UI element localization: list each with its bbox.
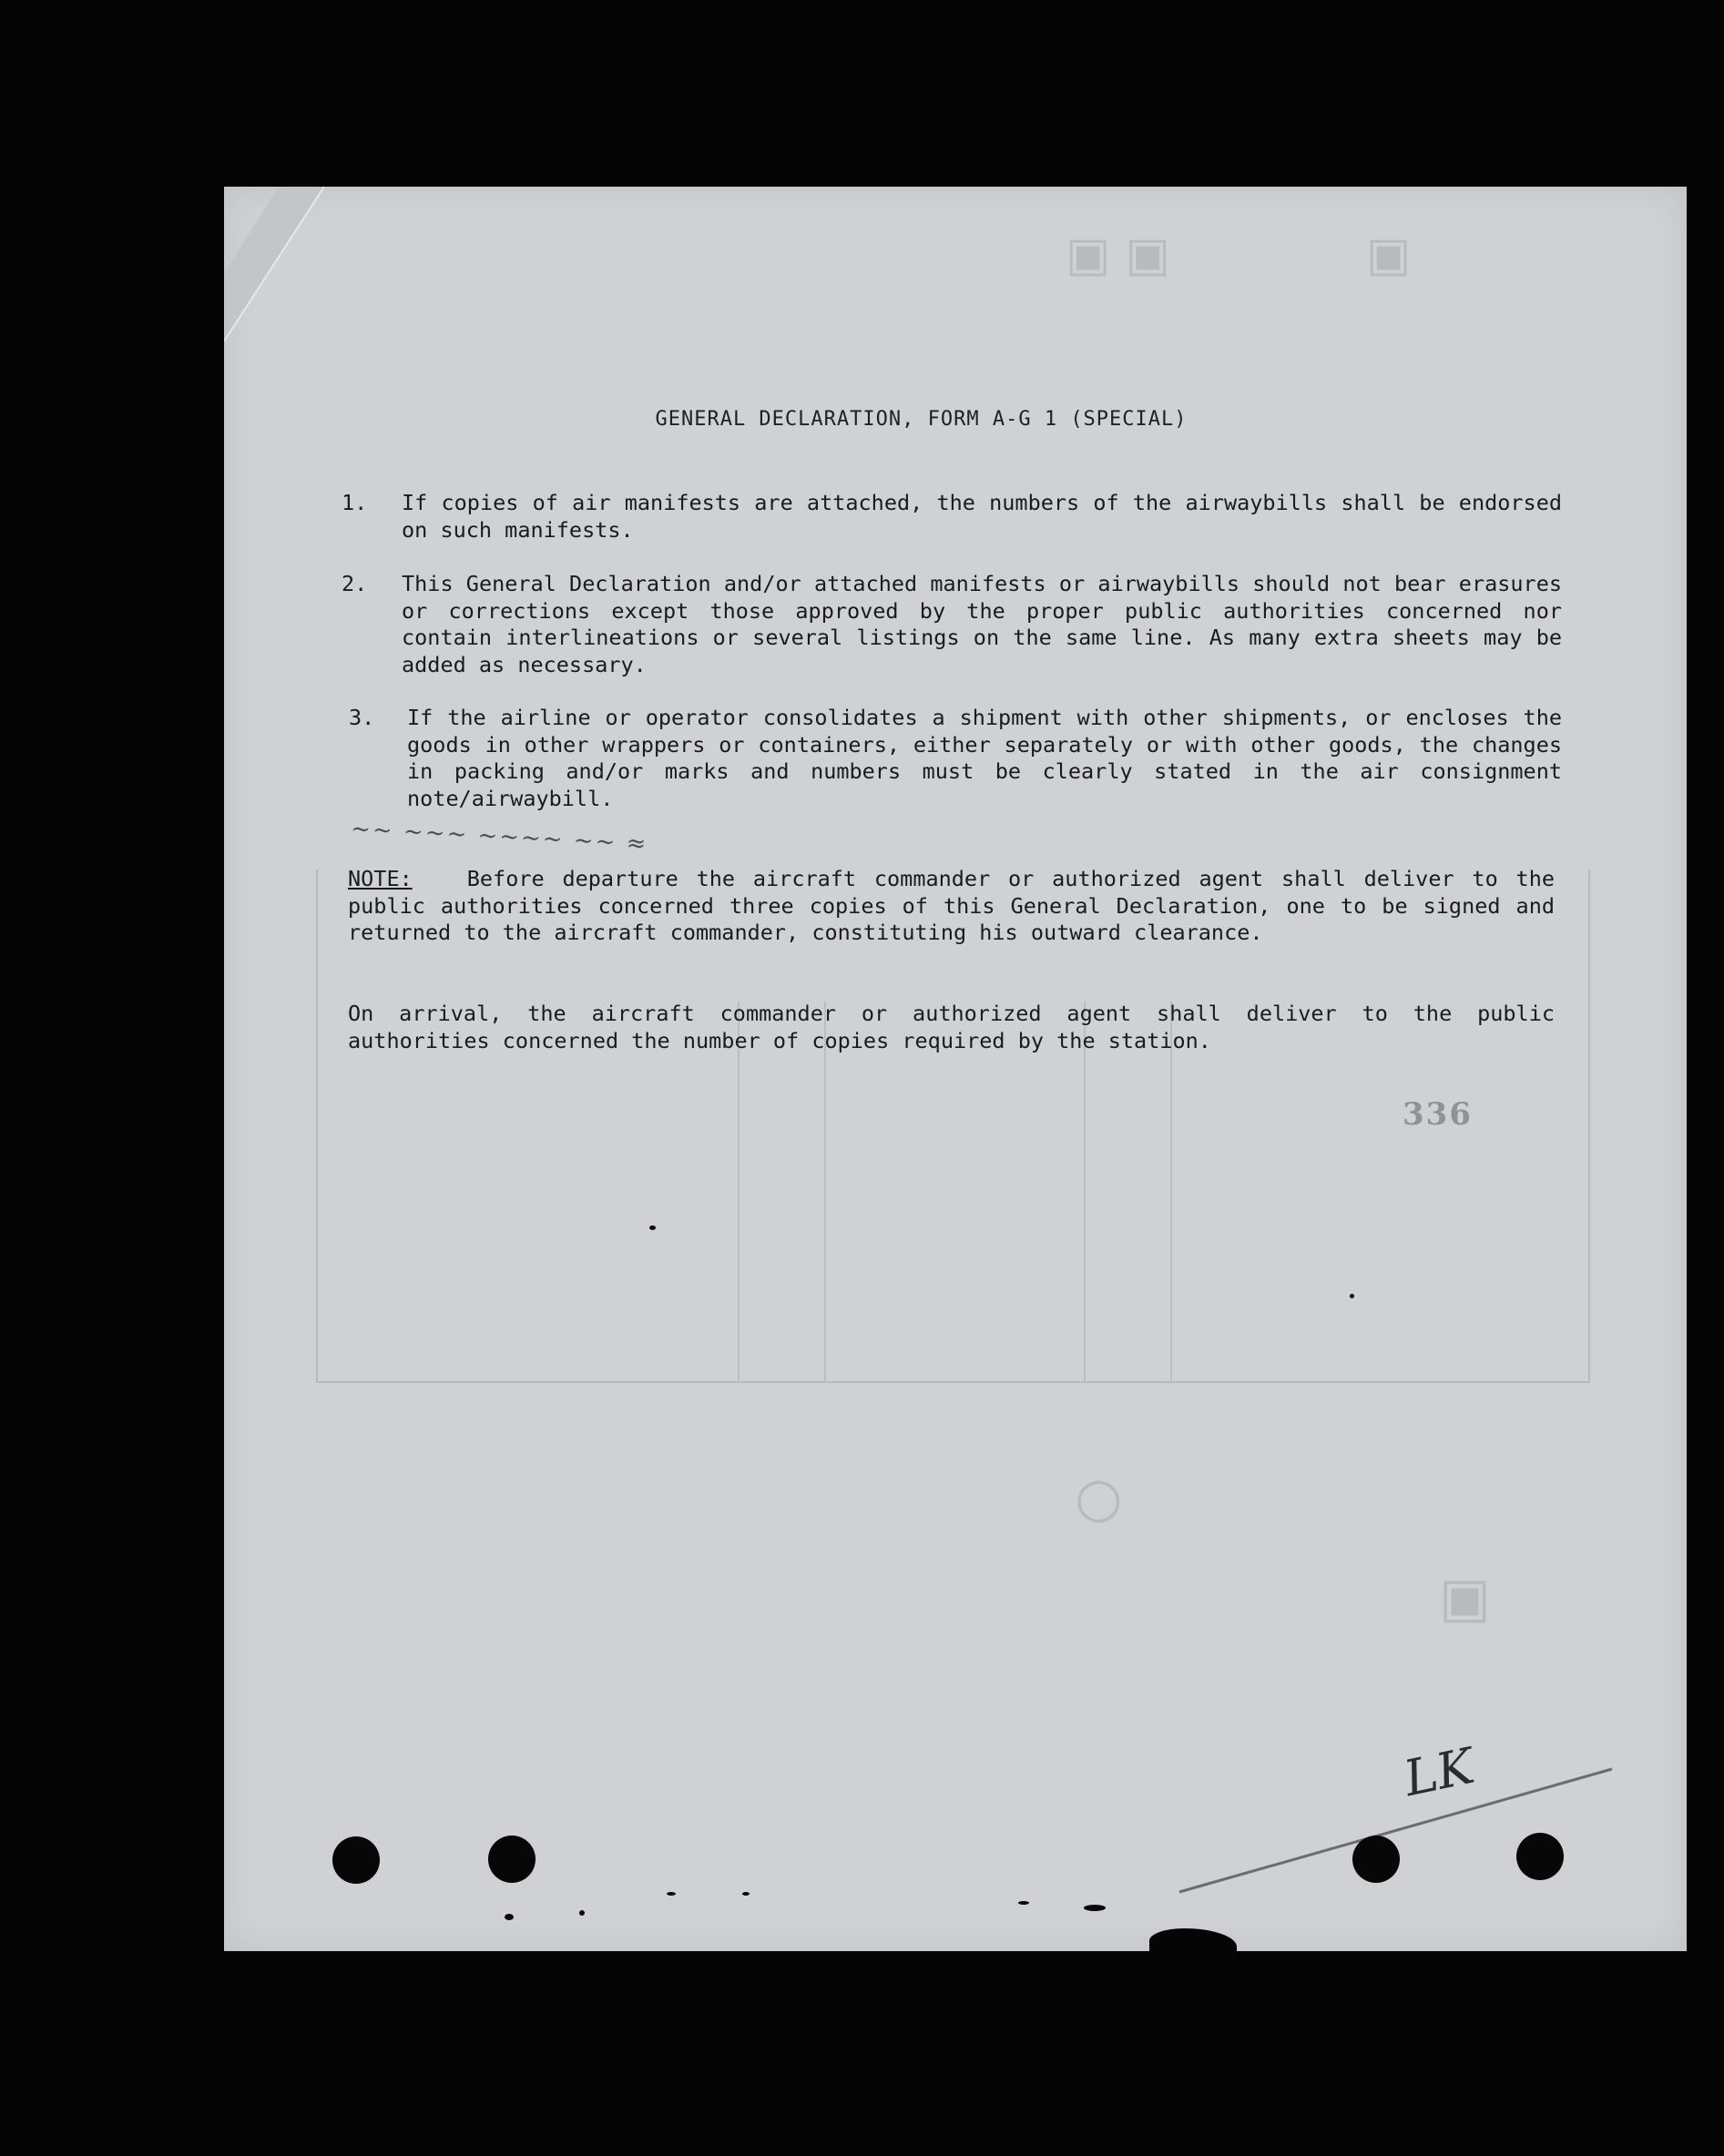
handwritten-annotation: ~~ ~~~ ~~~~ ~~ ≈ (350, 815, 649, 859)
note-label: NOTE: (348, 866, 413, 891)
bleed-through-rule (824, 1002, 826, 1381)
pencil-stroke (1175, 1755, 1630, 1901)
ink-speck (1018, 1901, 1029, 1905)
note-text: Before departure the aircraft commander or authorized agent shall deliver to the public authorities concerned three copies of this General Declaration, one to be signed and returned to the aircraft commander, constituting his outward clearance. (348, 866, 1555, 945)
instruction-item-3 (342, 705, 1562, 812)
ink-speck (505, 1914, 514, 1920)
item-number: 2. (342, 571, 368, 596)
bleed-through-table (316, 870, 1590, 1383)
item-number: 3. (349, 705, 375, 730)
bleed-through-mark: ▣ (1366, 228, 1412, 282)
ink-speck (579, 1910, 585, 1916)
instruction-item-1 (342, 490, 1562, 544)
ink-speck (1350, 1294, 1354, 1298)
handwritten-initials: LK (1399, 1736, 1479, 1808)
item-number: 1. (342, 490, 368, 515)
item-text: This General Declaration and/or attached manifests or airwaybills should not bear erasures or corrections except those approved by the proper public authorities concerned nor contain interlineations or several listings on the same line. As many extra sheets may be added as necessary. (402, 571, 1562, 677)
document-title: GENERAL DECLARATION, FORM A-G 1 (SPECIAL) (655, 408, 1188, 431)
bleed-through-number: 336 (1403, 1096, 1473, 1133)
instruction-item-2 (342, 571, 1562, 678)
ink-speck (1084, 1905, 1106, 1911)
punch-hole (1352, 1836, 1400, 1883)
bleed-through-rule (738, 1002, 740, 1381)
bleed-through-mark: ▣ ▣ (1066, 228, 1170, 282)
ink-speck (742, 1892, 750, 1896)
item-text: If the airline or operator consolidates a shipment with other shipments, or encloses the goods in other wrappers or containers, either separately or with other goods, the changes in packing and/or marks and numbers must be clearly stated in the air consignment note/airwaybill. (407, 705, 1562, 811)
folded-corner (224, 187, 324, 341)
note-paragraph (348, 866, 1555, 947)
arrival-paragraph (348, 1001, 1555, 1054)
item-text: If copies of air manifests are attached, the numbers of the airwaybills shall be endorsed on such manifests. (402, 490, 1562, 543)
ink-speck (649, 1225, 656, 1230)
punch-hole (1516, 1833, 1564, 1880)
punch-hole (488, 1836, 536, 1883)
bleed-through-rule (1084, 1002, 1086, 1381)
bleed-through-mark: ○ (1075, 1466, 1123, 1530)
ink-speck (667, 1892, 676, 1896)
arrival-text: On arrival, the aircraft commander or authorized agent shall deliver to the public authorities concerned the number of copies required by the station. (348, 1001, 1555, 1053)
bleed-through-rule (1170, 1002, 1172, 1381)
bleed-through-mark: ▣ (1439, 1566, 1491, 1630)
punch-hole (332, 1836, 380, 1884)
